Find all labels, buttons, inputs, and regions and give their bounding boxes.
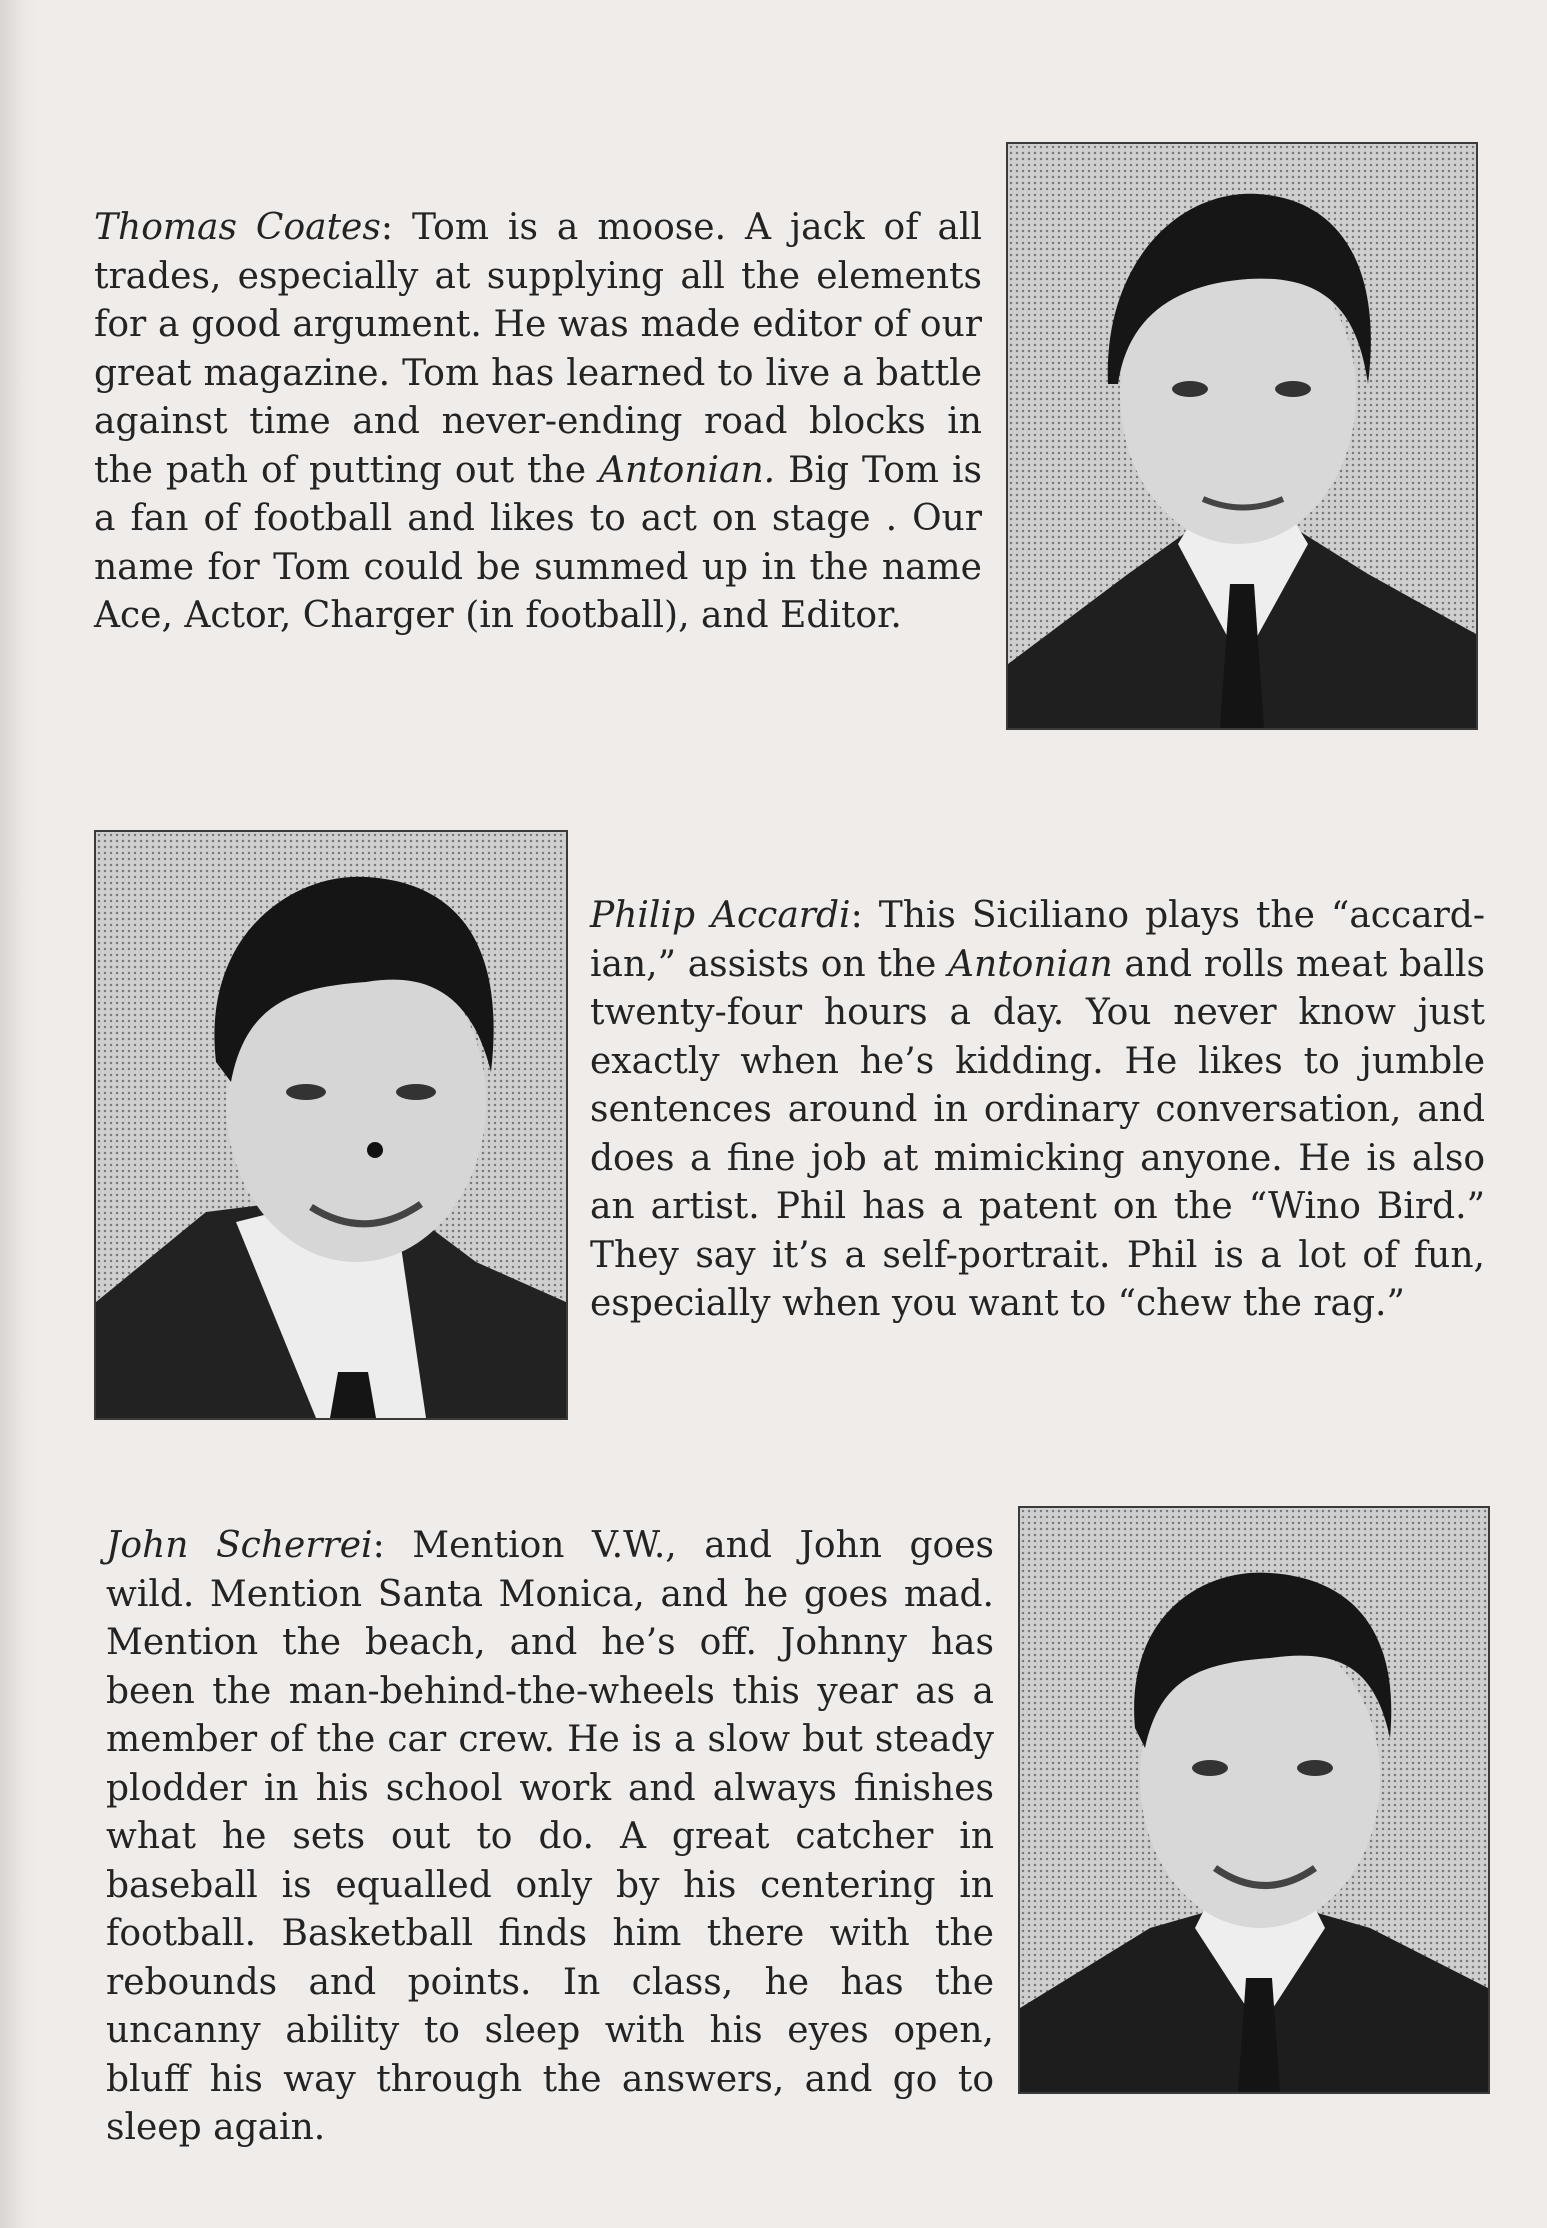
bio-philip-accardi	[590, 892, 1485, 1329]
bio-john-scherrei	[106, 1522, 994, 2153]
portrait-photo-philip-accardi	[94, 830, 568, 1420]
bio-text-italic: Antonian	[948, 943, 1113, 985]
bio-name: Thomas Coates	[94, 207, 381, 248]
portrait-photo-thomas-coates	[1006, 142, 1478, 730]
portrait-photo-john-scherrei	[1018, 1506, 1490, 2094]
bio-text: and rolls meat balls twenty-four hours a day. You never know just exactly when he’s kidding. He likes to jumble sentences around in ordinary conversation, and does a fine job at mimicking anyone. He is also an artist. Phil has a patent on the “Wino Bird.” They say it’s a self-portrait. Phil is a lot of fun, especially when you want to “chew the rag.”	[590, 943, 1485, 1324]
bio-name: Philip Accardi	[590, 895, 851, 936]
bio-text: : Tom is a moose. A jack of all trades, especially at supplying all the elements for a good argument. He was made editor of our great magazine. Tom has learned to live a battle against time and never-ending road blocks in the path of putting out the	[94, 207, 982, 491]
bio-text: Big Tom is a fan of football and likes to act on stage . Our name for Tom could be summed up in the name Ace, Actor, Charger (in football), and Editor.	[94, 449, 983, 636]
bio-text: : Mention V.W., and John goes wild. Mention Santa Monica, and he goes mad. Mention the beach, and he’s off. Johnny has been the man-behind-the-wheels this year as a member of the car crew. He is a slow but steady plodder in his school work and always finishes what he sets out to do. A great catcher in baseball is equalled only by his centering in football. Basketball finds him there with the rebounds and points. In class, he has the uncanny ability to sleep with his eyes open, bluff his way through the answers, and go to sleep again.	[106, 1525, 994, 2148]
bio-text-italic: Antonian.	[599, 449, 776, 491]
page-binding-edge	[0, 0, 40, 2228]
bio-name: John Scherrei	[106, 1525, 373, 1566]
bio-text: : This Siciliano plays the “accard-ian,” assists on the	[590, 895, 1485, 985]
bio-thomas-coates	[94, 204, 982, 641]
